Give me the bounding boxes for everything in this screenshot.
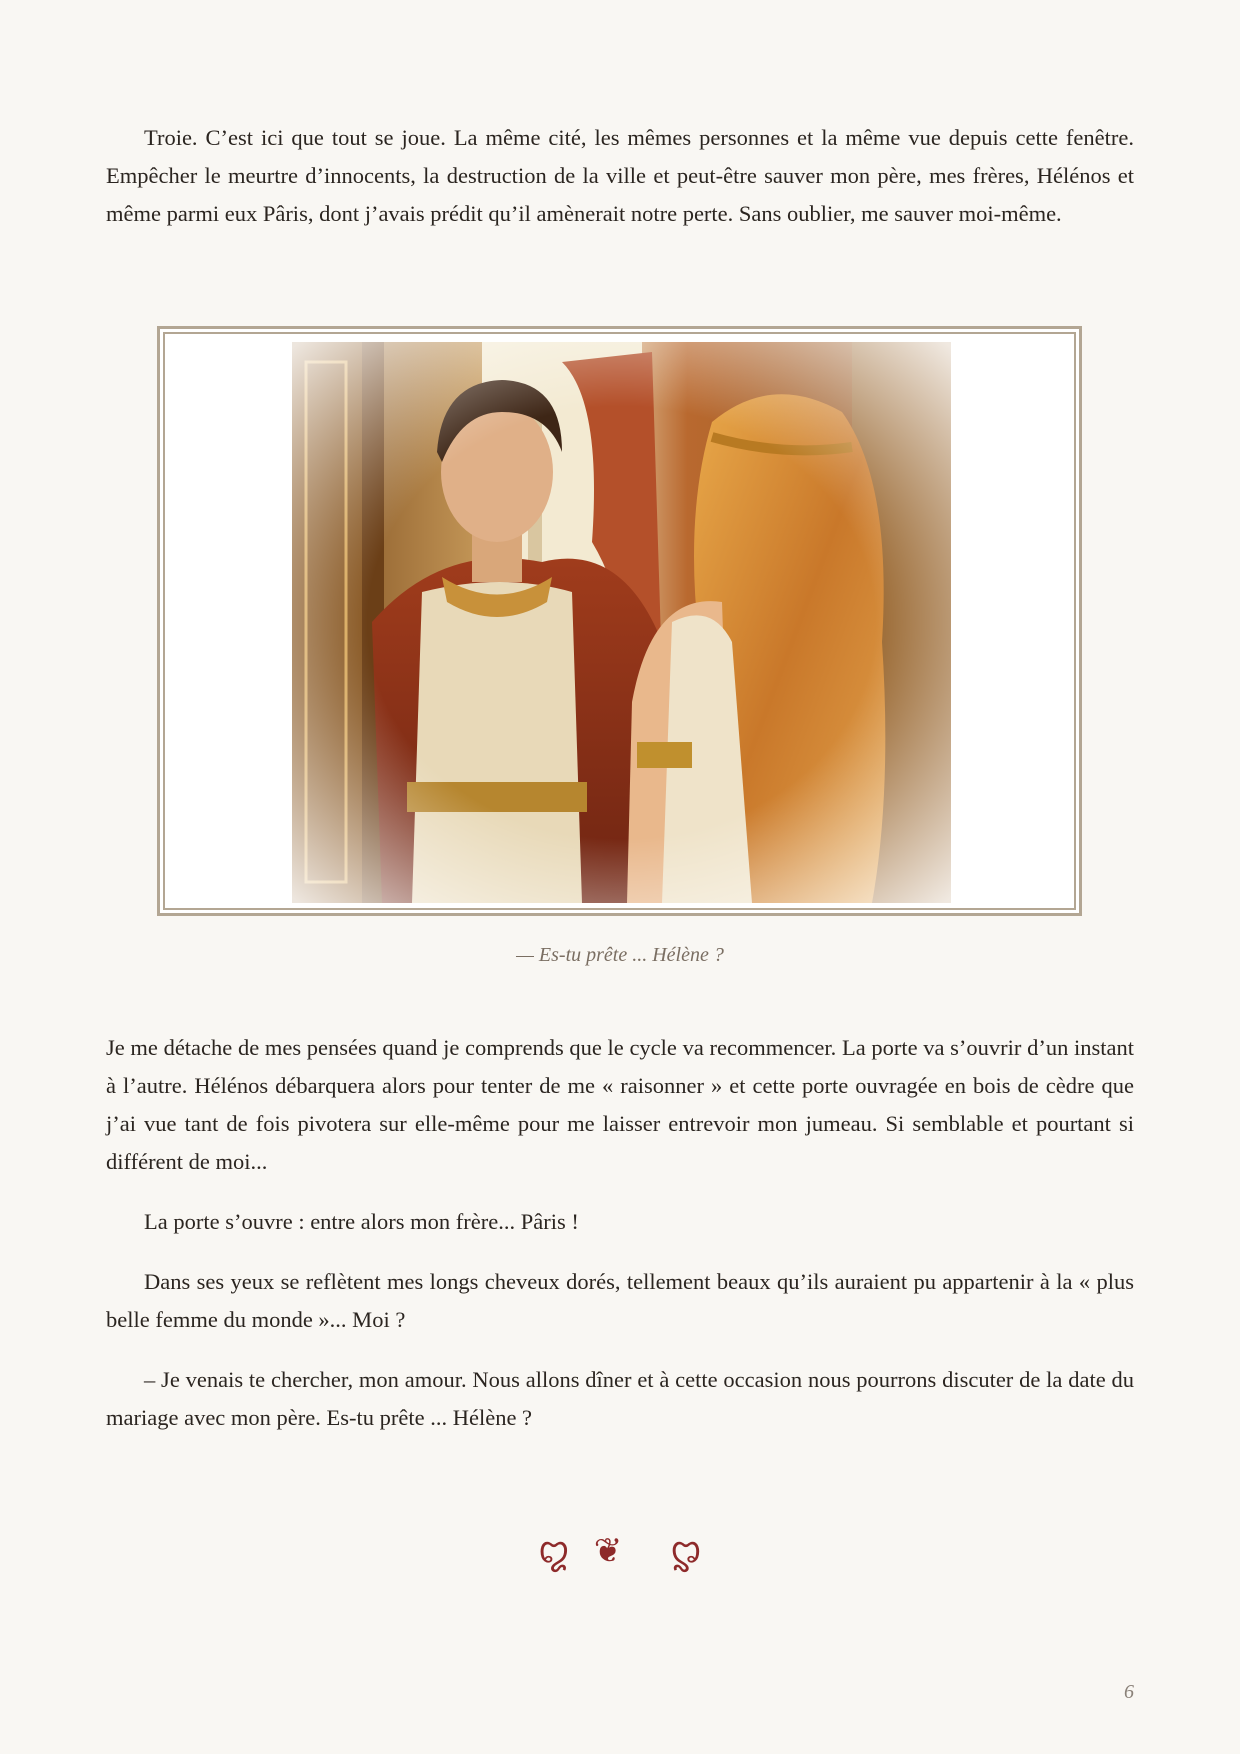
page-number: 6: [1124, 1681, 1134, 1703]
paragraph: Je me détache de mes pensées quand je comprends que le cycle va recommencer. La porte va s’ouvrir d’un instant à l’autre. Hélénos débarquera alors pour tenter de me « raisonner » et cette porte ouvragée en bois de cèdre que j’ai vue tant de fois pivotera sur elle-même pour me laisser entrevoir mon jumeau. Si semblable et pourtant si différent de moi...: [106, 1035, 1134, 1174]
right-flourish-icon: ꨁ: [646, 1531, 703, 1571]
left-flourish-icon: ꨁ: [537, 1531, 594, 1571]
text-block-top: [106, 119, 1134, 255]
text-block-bottom: [106, 1029, 1134, 1459]
figure-caption: — Es-tu prête ... Hélène ?: [516, 944, 724, 966]
floral-heart-icon: ❦: [593, 1531, 647, 1571]
paragraph: Dans ses yeux se reflètent mes longs cheveux dorés, tellement beaux qu’ils auraient pu appartenir à la « plus belle femme du monde »... Moi ?: [106, 1269, 1134, 1332]
paragraph: La porte s’ouvre : entre alors mon frère... Pâris !: [144, 1209, 579, 1234]
illustration-frame: [157, 326, 1082, 916]
paragraph: Troie. C’est ici que tout se joue. La même cité, les mêmes personnes et la même vue depuis cette fenêtre. Empêcher le meurtre d’innocents, la destruction de la ville et peut-être sauver mon père, mes frères, Hélénos et même parmi eux Pâris, dont j’avais prédit qu’il amènerait notre perte. Sans oublier, me sauver moi-même.: [106, 125, 1134, 226]
illustration-paris-helene: [292, 342, 951, 903]
section-break-ornament: [0, 1524, 1240, 1574]
paragraph: – Je venais te chercher, mon amour. Nous allons dîner et à cette occasion nous pourrons discuter de la date du mariage avec mon père. Es-tu prête ... Hélène ?: [106, 1367, 1134, 1430]
